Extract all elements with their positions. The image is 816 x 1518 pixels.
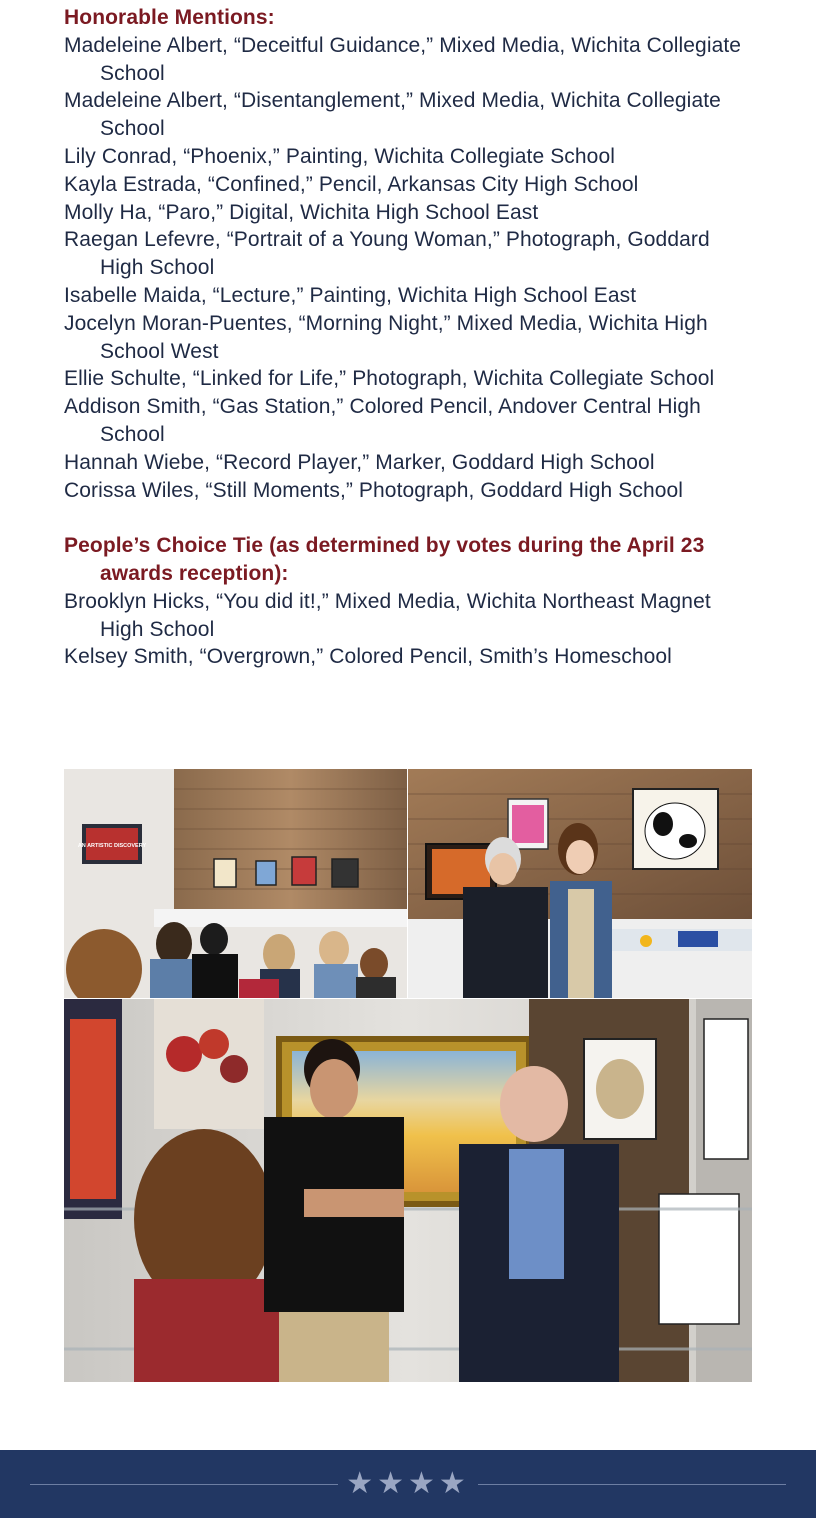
list-item: Kayla Estrada, “Confined,” Pencil, Arkansas City High School bbox=[64, 172, 639, 196]
student-conversation-photo[interactable] bbox=[64, 999, 752, 1382]
reception-crowd-image bbox=[64, 769, 407, 998]
list-item: Raegan Lefevre, “Portrait of a Young Woman,” Photograph, Goddard High School bbox=[64, 228, 710, 280]
section-spacer bbox=[64, 504, 754, 532]
list-item: Lily Conrad, “Phoenix,” Painting, Wichita Collegiate School bbox=[64, 144, 616, 168]
honorable-mentions-list bbox=[64, 32, 754, 505]
list-item: Corissa Wiles, “Still Moments,” Photograph, Goddard High School bbox=[64, 478, 684, 502]
list-item: Hannah Wiebe, “Record Player,” Marker, Goddard High School bbox=[64, 450, 655, 474]
student-conversation-image bbox=[64, 999, 752, 1382]
site-footer bbox=[0, 1450, 816, 1518]
peoples-choice-heading: People’s Choice Tie (as determined by votes during the April 23 awards reception): bbox=[64, 534, 705, 585]
list-item: Brooklyn Hicks, “You did it!,” Mixed Media, Wichita Northeast Magnet High School bbox=[64, 589, 711, 641]
list-item: Madeleine Albert, “Disentanglement,” Mixed Media, Wichita Collegiate School bbox=[64, 89, 721, 141]
screen-text: AN ARTISTIC DISCOVERY bbox=[77, 843, 147, 849]
footer-divider-right bbox=[478, 1484, 786, 1485]
peoples-choice-list bbox=[64, 588, 754, 671]
list-item: Madeleine Albert, “Deceitful Guidance,” Mixed Media, Wichita Collegiate School bbox=[64, 33, 742, 85]
list-item: Kelsey Smith, “Overgrown,” Colored Pencil, Smith’s Homeschool bbox=[64, 645, 672, 669]
list-item: Molly Ha, “Paro,” Digital, Wichita High School East bbox=[64, 200, 539, 224]
photo-gallery bbox=[64, 769, 752, 1382]
list-item: Ellie Schulte, “Linked for Life,” Photograph, Wichita Collegiate School bbox=[64, 367, 715, 391]
student-and-guest-photo[interactable] bbox=[408, 769, 752, 998]
student-and-guest-image bbox=[408, 769, 752, 998]
list-item: Isabelle Maida, “Lecture,” Painting, Wichita High School East bbox=[64, 283, 637, 307]
main-content bbox=[64, 4, 754, 671]
list-item: Addison Smith, “Gas Station,” Colored Pencil, Andover Central High School bbox=[64, 395, 701, 446]
star-icon: ★★★★ bbox=[346, 1466, 470, 1501]
reception-crowd-photo[interactable] bbox=[64, 769, 407, 998]
honorable-mentions-heading: Honorable Mentions: bbox=[64, 6, 275, 29]
list-item: Jocelyn Moran-Puentes, “Morning Night,” Mixed Media, Wichita High School West bbox=[64, 311, 708, 363]
footer-divider-left bbox=[30, 1484, 338, 1485]
